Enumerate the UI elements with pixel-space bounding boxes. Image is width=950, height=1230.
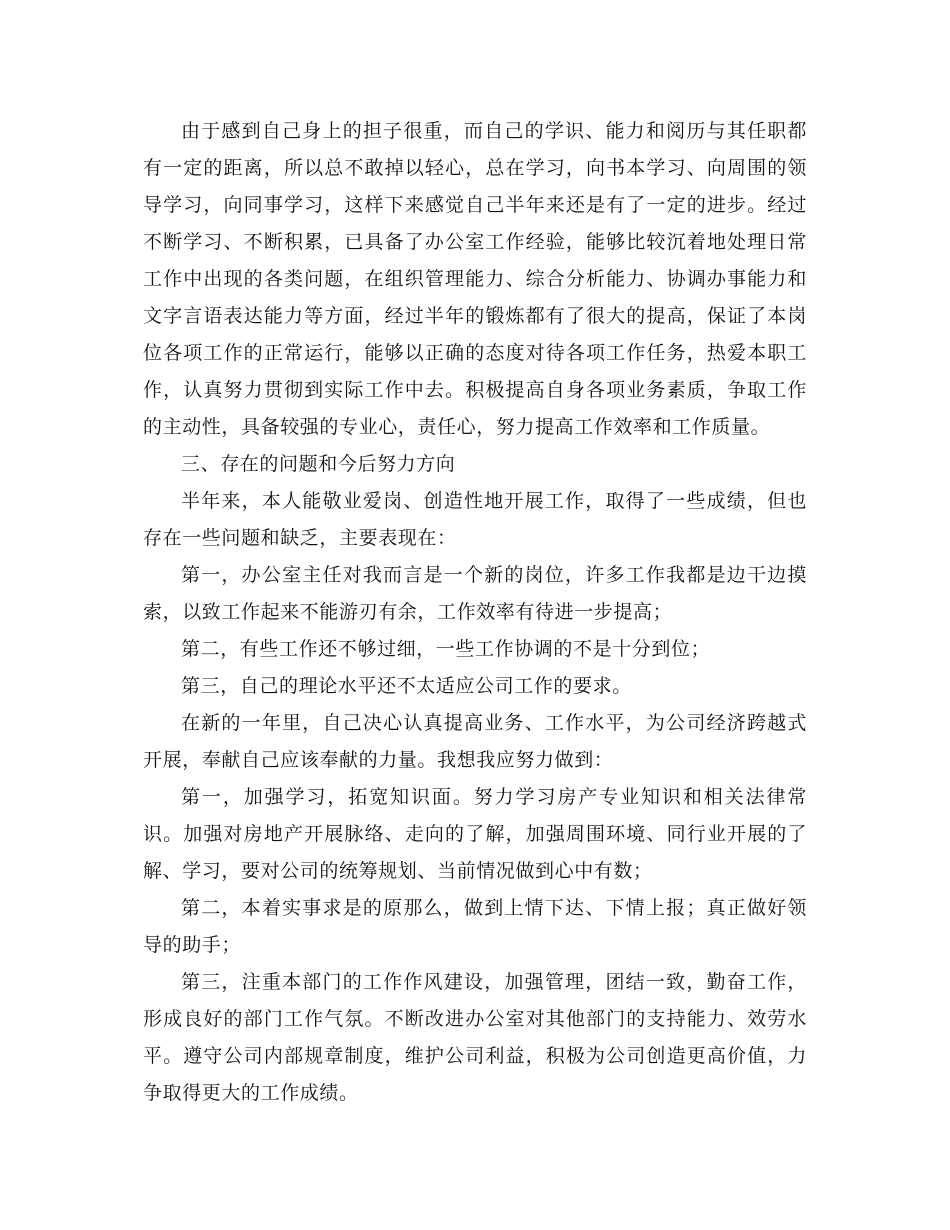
paragraph: 在新的一年里，自己决心认真提高业务、工作水平，为公司经济跨越式开展，奉献自己应该奉献的力量。我想我应努力做到： [143, 712, 807, 771]
document-body [143, 113, 807, 1112]
paragraph: 半年来，本人能敬业爱岗、创造性地开展工作，取得了一些成绩，但也存在一些问题和缺乏，主要表现在： [143, 490, 807, 549]
list-item: 第一，办公室主任对我而言是一个新的岗位，许多工作我都是边干边摸索，以致工作起来不能游刃有余，工作效率有待进一步提高； [143, 564, 807, 623]
paragraph: 由于感到自己身上的担子很重，而自己的学识、能力和阅历与其任职都有一定的距离，所以总不敢掉以轻心，总在学习，向书本学习、向周围的领导学习，向同事学习，这样下来感觉自己半年来还是有了一定的进步。经过不断学习、不断积累，已具备了办公室工作经验，能够比较沉着地处理日常工作中出现的各类问题，在组织管理能力、综合分析能力、协调办事能力和文字言语表达能力等方面，经过半年的锻炼都有了很大的提高，保证了本岗位各项工作的正常运行，能够以正确的态度对待各项工作任务，热爱本职工作，认真努力贯彻到实际工作中去。积极提高自身各项业务素质，争取工作的主动性，具备较强的专业心，责任心，努力提高工作效率和工作质量。 [143, 120, 807, 438]
section-heading: 三、存在的问题和今后努力方向 [181, 453, 456, 475]
list-item: 第一，加强学习，拓宽知识面。努力学习房产专业知识和相关法律常识。加强对房地产开展脉络、走向的了解，加强周围环境、同行业开展的了解、学习，要对公司的统筹规划、当前情况做到心中有数； [143, 786, 807, 882]
list-item: 第二，本着实事求是的原那么，做到上情下达、下情上报；真正做好领导的助手； [143, 897, 807, 956]
list-item: 第三，注重本部门的工作作风建设，加强管理，团结一致，勤奋工作，形成良好的部门工作气氛。不断改进办公室对其他部门的支持能力、效劳水平。遵守公司内部规章制度，维护公司利益，积极为公司创造更高价值，力争取得更大的工作成绩。 [143, 971, 807, 1104]
list-item: 第二，有些工作还不够过细，一些工作协调的不是十分到位； [181, 638, 711, 660]
list-item: 第三，自己的理论水平还不太适应公司工作的要求。 [181, 675, 632, 697]
